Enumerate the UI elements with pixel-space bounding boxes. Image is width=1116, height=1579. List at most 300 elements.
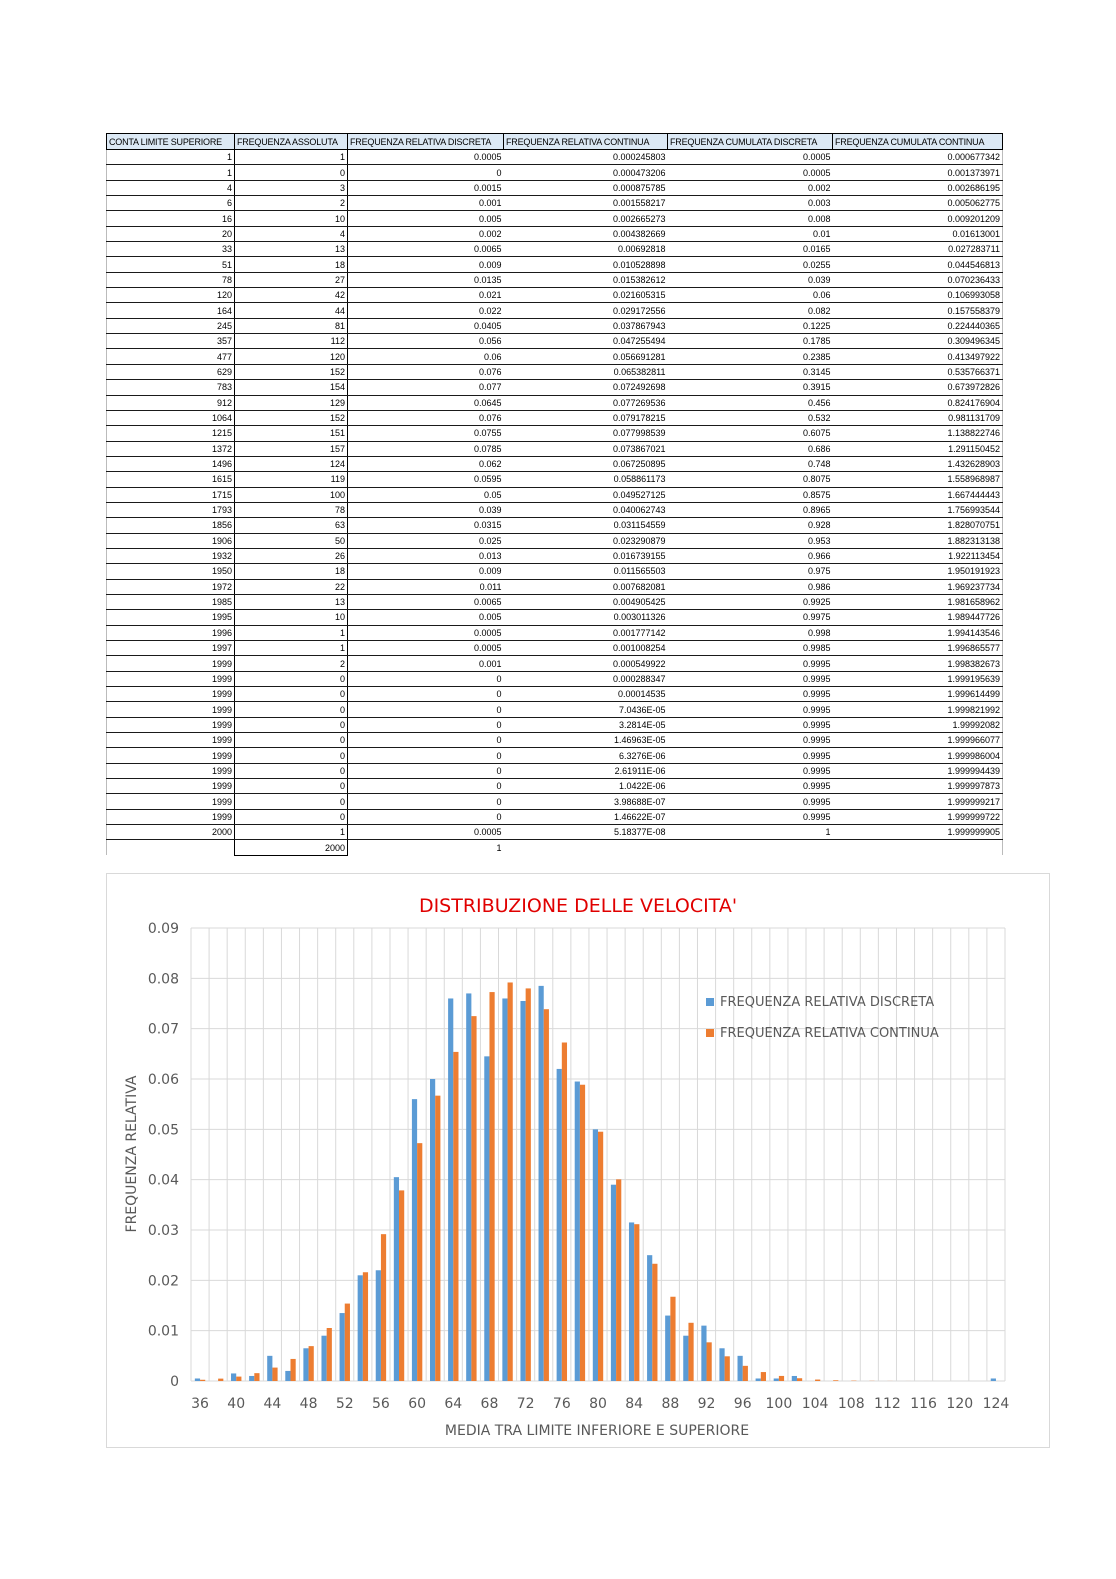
table-cell: 0.975 — [668, 564, 833, 579]
table-row — [107, 702, 1003, 717]
legend-label-discreta: FREQUENZA RELATIVA DISCRETA — [720, 995, 935, 1010]
table-cell: 0.0405 — [348, 318, 504, 333]
table-cell: 0.077998539 — [504, 426, 668, 441]
table-row — [107, 671, 1003, 686]
table-cell: 0.0005 — [348, 825, 504, 840]
table-row — [107, 518, 1003, 533]
bar-continua — [309, 1346, 314, 1381]
table-row — [107, 211, 1003, 226]
table-cell: 0.000549922 — [504, 656, 668, 671]
bar-discreta — [430, 1079, 435, 1381]
table-row — [107, 687, 1003, 702]
table-cell: 0.008 — [668, 211, 833, 226]
table-cell: 1.999986004 — [833, 748, 1003, 763]
table-cell: 0.0065 — [348, 594, 504, 609]
bar-discreta — [303, 1348, 308, 1381]
bar-discreta — [448, 998, 453, 1381]
table-row — [107, 794, 1003, 809]
table-cell: 0.981131709 — [833, 410, 1003, 425]
table-cell: 0.986 — [668, 579, 833, 594]
table-cell: 0.0015 — [348, 180, 504, 195]
table-body — [107, 150, 1003, 856]
table-cell: 0 — [235, 794, 348, 809]
chart-bars — [195, 982, 1001, 1381]
chart-container — [106, 873, 1050, 1448]
table-cell: 50 — [235, 533, 348, 548]
table-cell: 0.9995 — [668, 656, 833, 671]
table-row — [107, 364, 1003, 379]
table-cell: 0.077 — [348, 380, 504, 395]
x-tick-label: 108 — [837, 1396, 865, 1412]
table-cell: 0.031154559 — [504, 518, 668, 533]
table-row — [107, 779, 1003, 794]
table-cell: 0 — [348, 702, 504, 717]
table-cell: 1.999999905 — [833, 825, 1003, 840]
header-frequenza-cumulata-continua: FREQUENZA CUMULATA CONTINUA — [833, 134, 1003, 150]
table-cell: 0 — [348, 779, 504, 794]
x-tick-label: 100 — [765, 1396, 793, 1412]
x-tick-label: 92 — [697, 1396, 716, 1412]
table-cell: 0.049527125 — [504, 487, 668, 502]
table-cell: 0.8075 — [668, 472, 833, 487]
table-cell: 0.673972826 — [833, 380, 1003, 395]
table-cell: 164 — [107, 303, 235, 318]
table-cell: 4 — [107, 180, 235, 195]
table-cell: 0.535766371 — [833, 364, 1003, 379]
bar-discreta — [358, 1275, 363, 1381]
table-cell: 0.002686195 — [833, 180, 1003, 195]
table-cell: 1.994143546 — [833, 625, 1003, 640]
table-cell: 1 — [235, 641, 348, 656]
table-total-cell — [833, 840, 1003, 855]
header-conta-limite-superiore: CONTA LIMITE SUPERIORE — [107, 134, 235, 150]
table-row — [107, 610, 1003, 625]
table-cell: 0.00014535 — [504, 687, 668, 702]
bar-discreta — [719, 1348, 724, 1381]
bar-continua — [236, 1377, 241, 1381]
y-axis-label: FREQUENZA RELATIVA — [124, 1075, 140, 1233]
bar-continua — [254, 1373, 259, 1381]
bar-discreta — [412, 1099, 417, 1381]
table-cell: 26 — [235, 548, 348, 563]
table-cell: 1999 — [107, 779, 235, 794]
table-cell: 0.009 — [348, 564, 504, 579]
table-cell: 0.062 — [348, 456, 504, 471]
table-cell: 1.996865577 — [833, 641, 1003, 656]
table-cell: 0.023290879 — [504, 533, 668, 548]
bar-discreta — [701, 1326, 706, 1381]
table-cell: 0.686 — [668, 441, 833, 456]
table-cell: 1932 — [107, 548, 235, 563]
x-tick-label: 36 — [191, 1396, 209, 1412]
table-cell: 0.224440365 — [833, 318, 1003, 333]
table-cell: 0.0005 — [348, 625, 504, 640]
table-cell: 0.011565503 — [504, 564, 668, 579]
table-row — [107, 641, 1003, 656]
x-tick-label: 72 — [516, 1396, 535, 1412]
table-cell: 0.9995 — [668, 763, 833, 778]
bar-continua — [743, 1366, 748, 1381]
table-cell: 0.072492698 — [504, 380, 668, 395]
y-tick-label: 0.07 — [147, 1021, 179, 1038]
table-row — [107, 594, 1003, 609]
bar-discreta — [249, 1376, 254, 1381]
table-cell: 0.007682081 — [504, 579, 668, 594]
table-cell: 0.010528898 — [504, 257, 668, 272]
table-cell: 1999 — [107, 656, 235, 671]
table-cell: 912 — [107, 395, 235, 410]
table-cell: 10 — [235, 610, 348, 625]
table-cell: 22 — [235, 579, 348, 594]
bar-continua — [471, 1016, 476, 1381]
table-row — [107, 242, 1003, 257]
table-total-cell — [107, 840, 235, 855]
table-cell: 0.0005 — [348, 641, 504, 656]
table-row — [107, 533, 1003, 548]
table-cell: 78 — [235, 502, 348, 517]
bar-continua — [218, 1379, 223, 1381]
table-row — [107, 395, 1003, 410]
bar-discreta — [593, 1129, 598, 1381]
table-cell: 1.999997873 — [833, 779, 1003, 794]
x-tick-label: 52 — [335, 1396, 354, 1412]
table-row — [107, 548, 1003, 563]
table-cell: 119 — [235, 472, 348, 487]
table-cell: 0.0785 — [348, 441, 504, 456]
table-row — [107, 303, 1003, 318]
table-total-cell: 1 — [348, 840, 504, 855]
y-axis-ticks — [148, 921, 179, 1390]
table-cell: 0.029172556 — [504, 303, 668, 318]
table-row — [107, 733, 1003, 748]
bar-discreta — [376, 1270, 381, 1381]
table-row — [107, 150, 1003, 165]
x-tick-label: 116 — [910, 1396, 937, 1412]
table-cell: 1999 — [107, 809, 235, 824]
table-cell: 0 — [348, 671, 504, 686]
table-cell: 0.998 — [668, 625, 833, 640]
table-cell: 1.756993544 — [833, 502, 1003, 517]
table-cell: 1.999966077 — [833, 733, 1003, 748]
header-frequenza-cumulata-discreta: FREQUENZA CUMULATA DISCRETA — [668, 134, 833, 150]
table-total-cell — [668, 840, 833, 855]
bar-continua — [815, 1380, 820, 1381]
table-cell: 0.070236433 — [833, 272, 1003, 287]
table-cell: 0.05 — [348, 487, 504, 502]
chart-title: DISTRIBUZIONE DELLE VELOCITA' — [418, 895, 738, 917]
table-cell: 0.056691281 — [504, 349, 668, 364]
table-cell: 0.309496345 — [833, 334, 1003, 349]
table-cell: 0.824176904 — [833, 395, 1003, 410]
table-cell: 0.001008254 — [504, 641, 668, 656]
table-cell: 1.999195639 — [833, 671, 1003, 686]
table-cell: 783 — [107, 380, 235, 395]
table-row — [107, 196, 1003, 211]
x-tick-label: 84 — [625, 1396, 644, 1412]
table-cell: 1615 — [107, 472, 235, 487]
bar-continua — [544, 1009, 549, 1381]
table-cell: 0.953 — [668, 533, 833, 548]
bar-continua — [688, 1323, 693, 1381]
velocity-distribution-chart — [107, 874, 1049, 1447]
bar-discreta — [683, 1336, 688, 1381]
header-frequenza-assoluta: FREQUENZA ASSOLUTA — [235, 134, 348, 150]
bar-continua — [489, 992, 494, 1381]
table-cell: 1999 — [107, 733, 235, 748]
table-cell: 1.922113454 — [833, 548, 1003, 563]
x-axis-label: MEDIA TRA LIMITE INFERIORE E SUPERIORE — [444, 1423, 750, 1439]
bar-continua — [526, 988, 531, 1381]
bar-continua — [652, 1264, 657, 1381]
table-cell: 0.001 — [348, 196, 504, 211]
table-cell: 1 — [107, 150, 235, 165]
table-cell: 1 — [235, 150, 348, 165]
table-cell: 120 — [235, 349, 348, 364]
table-cell: 0 — [235, 809, 348, 824]
table-cell: 0.532 — [668, 410, 833, 425]
table-cell: 0.3915 — [668, 380, 833, 395]
bar-continua — [272, 1368, 277, 1381]
table-cell: 0.047255494 — [504, 334, 668, 349]
table-cell: 0 — [235, 779, 348, 794]
chart-legend — [706, 995, 939, 1041]
table-cell: 629 — [107, 364, 235, 379]
table-cell: 0.003 — [668, 196, 833, 211]
legend-swatch-discreta — [706, 998, 714, 1006]
table-cell: 1.46622E-07 — [504, 809, 668, 824]
table-cell: 2.61911E-06 — [504, 763, 668, 778]
bar-discreta — [647, 1255, 652, 1381]
table-cell: 0.037867943 — [504, 318, 668, 333]
bar-discreta — [557, 1069, 562, 1381]
bar-discreta — [195, 1378, 200, 1381]
x-tick-label: 76 — [552, 1396, 571, 1412]
table-cell: 1.882313138 — [833, 533, 1003, 548]
bar-continua — [761, 1372, 766, 1381]
table-cell: 51 — [107, 257, 235, 272]
table-cell: 2000 — [107, 825, 235, 840]
table-total-row — [107, 840, 1003, 855]
table-cell: 0.106993058 — [833, 288, 1003, 303]
bar-discreta — [539, 986, 544, 1381]
table-cell: 1995 — [107, 610, 235, 625]
table-cell: 0 — [348, 809, 504, 824]
y-tick-label: 0.08 — [147, 971, 179, 988]
table-cell: 0.000677342 — [833, 150, 1003, 165]
table-cell: 0.748 — [668, 456, 833, 471]
table-cell: 154 — [235, 380, 348, 395]
table-cell: 1999 — [107, 794, 235, 809]
table-cell: 1.999994439 — [833, 763, 1003, 778]
table-cell: 0.056 — [348, 334, 504, 349]
table-cell: 0.9975 — [668, 610, 833, 625]
table-cell: 44 — [235, 303, 348, 318]
x-tick-label: 96 — [733, 1396, 752, 1412]
bar-discreta — [756, 1378, 761, 1381]
bar-continua — [399, 1190, 404, 1381]
bar-continua — [200, 1380, 205, 1381]
table-cell: 18 — [235, 257, 348, 272]
table-cell: 0.8965 — [668, 502, 833, 517]
table-cell: 3.2814E-05 — [504, 717, 668, 732]
table-cell: 1999 — [107, 748, 235, 763]
table-cell: 10 — [235, 211, 348, 226]
table-cell: 1856 — [107, 518, 235, 533]
table-cell: 0.9925 — [668, 594, 833, 609]
table-cell: 0.079178215 — [504, 410, 668, 425]
bar-discreta — [394, 1177, 399, 1381]
bar-continua — [417, 1143, 422, 1381]
table-cell: 0.040062743 — [504, 502, 668, 517]
bar-discreta — [629, 1222, 634, 1381]
table-cell: 78 — [107, 272, 235, 287]
table-cell: 1999 — [107, 702, 235, 717]
y-tick-label: 0 — [170, 1374, 179, 1390]
table-cell: 1.46963E-05 — [504, 733, 668, 748]
legend-swatch-continua — [706, 1029, 714, 1037]
bar-discreta — [991, 1378, 996, 1381]
table-cell: 1.99992082 — [833, 717, 1003, 732]
table-cell: 1.999821992 — [833, 702, 1003, 717]
header-frequenza-relativa-continua: FREQUENZA RELATIVA CONTINUA — [504, 134, 668, 150]
table-cell: 0.966 — [668, 548, 833, 563]
table-cell: 1950 — [107, 564, 235, 579]
table-cell: 0.0645 — [348, 395, 504, 410]
table-cell: 0.027283711 — [833, 242, 1003, 257]
y-tick-label: 0.06 — [147, 1072, 179, 1088]
table-row — [107, 349, 1003, 364]
table-cell: 1.989447726 — [833, 610, 1003, 625]
bar-discreta — [231, 1373, 236, 1381]
table-cell: 0.3145 — [668, 364, 833, 379]
table-cell: 0.077269536 — [504, 395, 668, 410]
bar-continua — [290, 1359, 295, 1381]
table-cell: 6.3276E-06 — [504, 748, 668, 763]
bar-discreta — [267, 1356, 272, 1381]
table-cell: 1999 — [107, 717, 235, 732]
bar-discreta — [484, 1056, 489, 1381]
table-cell: 1999 — [107, 687, 235, 702]
data-table-container — [106, 133, 1003, 856]
table-cell: 1715 — [107, 487, 235, 502]
x-tick-label: 64 — [444, 1396, 463, 1412]
table-cell: 0.005 — [348, 610, 504, 625]
header-frequenza-relativa-discreta: FREQUENZA RELATIVA DISCRETA — [348, 134, 504, 150]
x-tick-label: 44 — [263, 1396, 282, 1412]
table-row — [107, 257, 1003, 272]
bar-continua — [435, 1096, 440, 1381]
x-tick-label: 104 — [801, 1396, 829, 1412]
table-cell: 0.039 — [668, 272, 833, 287]
table-cell: 0 — [235, 671, 348, 686]
table-cell: 1 — [235, 825, 348, 840]
table-row — [107, 625, 1003, 640]
table-row — [107, 809, 1003, 824]
table-cell: 1985 — [107, 594, 235, 609]
table-cell: 1.0422E-06 — [504, 779, 668, 794]
table-row — [107, 318, 1003, 333]
bar-continua — [381, 1234, 386, 1381]
bar-continua — [580, 1085, 585, 1381]
y-tick-label: 0.05 — [147, 1122, 179, 1139]
table-cell: 0.06 — [348, 349, 504, 364]
table-cell: 0.0005 — [668, 150, 833, 165]
table-cell: 1972 — [107, 579, 235, 594]
table-cell: 1215 — [107, 426, 235, 441]
y-tick-label: 0.09 — [147, 921, 179, 937]
table-row — [107, 226, 1003, 241]
bar-continua — [616, 1179, 621, 1381]
table-cell: 0 — [348, 748, 504, 763]
table-cell: 0 — [235, 748, 348, 763]
table-cell: 0.9995 — [668, 809, 833, 824]
table-cell: 0.9995 — [668, 733, 833, 748]
table-cell: 0.06 — [668, 288, 833, 303]
table-row — [107, 334, 1003, 349]
table-cell: 245 — [107, 318, 235, 333]
table-cell: 0 — [235, 733, 348, 748]
table-cell: 1.138822746 — [833, 426, 1003, 441]
table-cell: 0.025 — [348, 533, 504, 548]
table-cell: 0.004905425 — [504, 594, 668, 609]
table-cell: 124 — [235, 456, 348, 471]
table-cell: 1.432628903 — [833, 456, 1003, 471]
table-cell: 81 — [235, 318, 348, 333]
bar-continua — [797, 1378, 802, 1381]
table-cell: 0 — [235, 687, 348, 702]
x-tick-label: 56 — [372, 1396, 390, 1412]
table-cell: 1.981658962 — [833, 594, 1003, 609]
table-row — [107, 272, 1003, 287]
table-cell: 152 — [235, 364, 348, 379]
bar-continua — [345, 1304, 350, 1381]
bar-discreta — [575, 1082, 580, 1381]
table-cell: 3.98688E-07 — [504, 794, 668, 809]
table-cell: 1906 — [107, 533, 235, 548]
bar-discreta — [665, 1316, 670, 1381]
table-cell: 1372 — [107, 441, 235, 456]
table-cell: 0 — [235, 717, 348, 732]
bar-discreta — [502, 998, 507, 1381]
table-cell: 27 — [235, 272, 348, 287]
table-row — [107, 472, 1003, 487]
x-tick-label: 80 — [589, 1396, 607, 1412]
y-tick-label: 0.02 — [147, 1273, 179, 1290]
table-row — [107, 380, 1003, 395]
table-cell: 0.021 — [348, 288, 504, 303]
table-cell: 0.8575 — [668, 487, 833, 502]
table-cell: 0.013 — [348, 548, 504, 563]
y-tick-label: 0.04 — [147, 1172, 179, 1189]
table-row — [107, 763, 1003, 778]
table-cell: 1793 — [107, 502, 235, 517]
table-cell: 1.667444443 — [833, 487, 1003, 502]
table-row — [107, 717, 1003, 732]
table-cell: 0.073867021 — [504, 441, 668, 456]
table-cell: 1 — [668, 825, 833, 840]
table-cell: 0.9995 — [668, 779, 833, 794]
bar-continua — [327, 1328, 332, 1381]
table-cell: 0.000473206 — [504, 165, 668, 180]
bar-discreta — [285, 1371, 290, 1381]
x-tick-label: 112 — [874, 1396, 901, 1412]
table-cell: 0.076 — [348, 364, 504, 379]
table-cell: 0.01613001 — [833, 226, 1003, 241]
table-cell: 0.01 — [668, 226, 833, 241]
table-cell: 0.039 — [348, 502, 504, 517]
table-total-cell — [504, 840, 668, 855]
table-cell: 0.0255 — [668, 257, 833, 272]
